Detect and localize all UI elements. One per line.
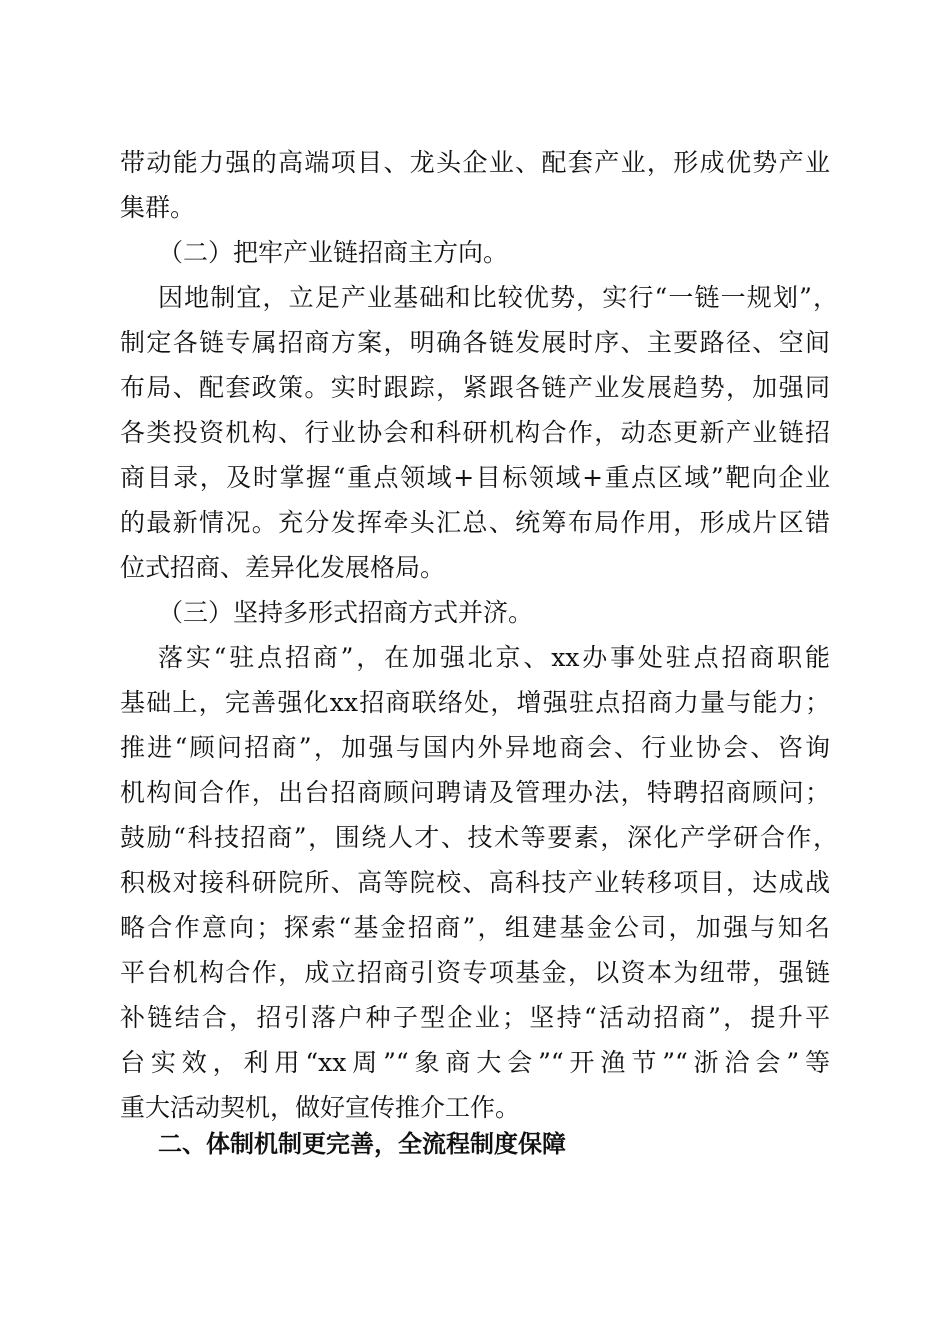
body-line: 制定各链专属招商方案，明确各链发展时序、主要路径、空间 (120, 328, 830, 357)
body-line: 重大活动契机，做好宣传推介工作。 (120, 1093, 521, 1122)
body-line: 平台机构合作，成立招商引资专项基金，以资本为纽带，强链 (120, 958, 830, 987)
body-line: 基础上，完善强化xx招商联络处，增强驻点招商力量与能力； (120, 688, 830, 717)
body-line: 集群。 (120, 193, 196, 222)
body-line: 位式招商、差异化发展格局。 (120, 553, 446, 582)
chapter-heading: 二、体制机制更完善，全流程制度保障 (158, 1130, 566, 1158)
body-line: 因地制宜，立足产业基础和比较优势，实行“一链一规划”， (158, 283, 838, 312)
body-line: 台实效，利用“xx周”“象商大会”“开渔节”“浙洽会”等 (120, 1048, 830, 1077)
body-line: 落实“驻点招商”，在加强北京、xx办事处驻点招商职能 (158, 643, 830, 672)
body-line: 推进“顾问招商”，加强与国内外异地商会、行业协会、咨询 (120, 733, 830, 762)
body-line: 鼓励“科技招商”，围绕人才、技术等要素，深化产学研合作， (120, 823, 838, 852)
body-line: 商目录，及时掌握“重点领域+目标领域+重点区域”靶向企业 (120, 463, 830, 492)
body-line: 布局、配套政策。实时跟踪，紧跟各链产业发展趋势，加强同 (120, 373, 830, 402)
body-line: 积极对接科研院所、高等院校、高科技产业转移项目，达成战 (120, 868, 830, 897)
body-line: 带动能力强的高端项目、龙头企业、配套产业，形成优势产业 (120, 148, 830, 177)
body-line: 机构间合作，出台招商顾问聘请及管理办法，特聘招商顾问； (120, 778, 830, 807)
section-heading-3: （三）坚持多形式招商方式并济。 (158, 598, 534, 627)
body-line: 的最新情况。充分发挥牵头汇总、统筹布局作用，形成片区错 (120, 508, 830, 537)
body-line: 各类投资机构、行业协会和科研机构合作，动态更新产业链招 (120, 418, 830, 447)
body-line: 补链结合，招引落户种子型企业；坚持“活动招商”，提升平 (120, 1003, 830, 1032)
section-heading-2: （二）把牢产业链招商主方向。 (158, 238, 509, 267)
body-line: 略合作意向；探索“基金招商”，组建基金公司，加强与知名 (120, 913, 830, 942)
